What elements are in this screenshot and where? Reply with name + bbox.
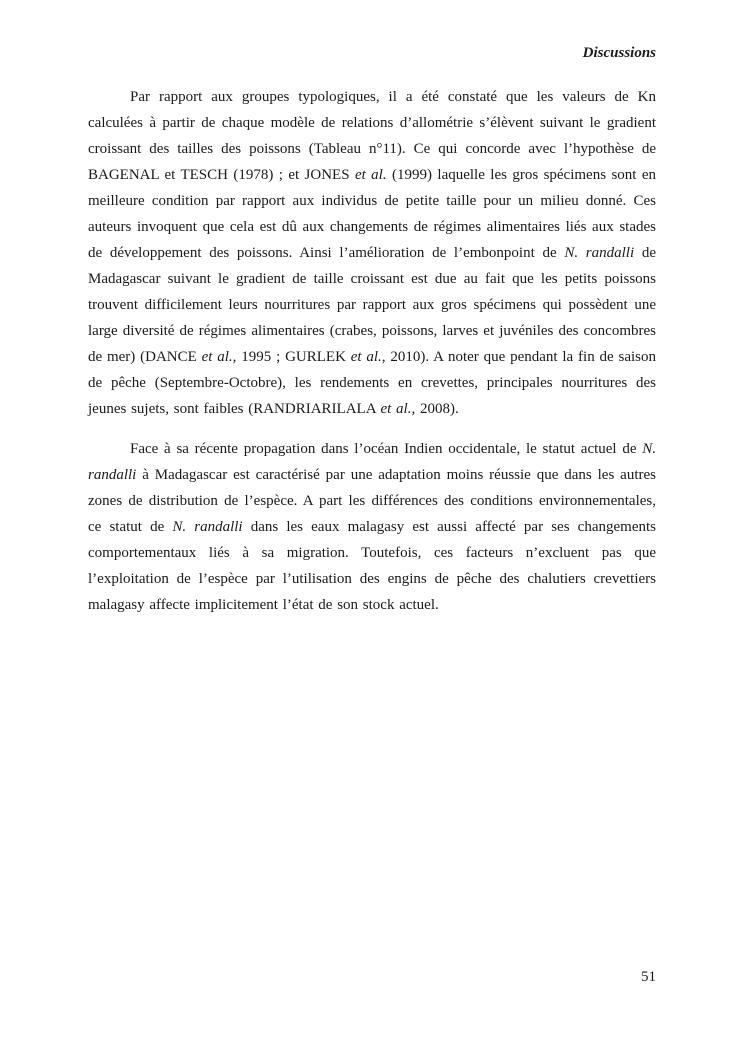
citation-et-al: et al., [201, 349, 237, 365]
paragraph-2 [88, 436, 656, 618]
text-segment: 1995 ; GURLEK [236, 349, 351, 365]
text-segment: 2010). A noter que pendant la fin de saison de pêche (Septembre-Octobre), les rendements en crevettes, principales nourritures des jeunes sujets, sont faibles (RANDRIARILALA [88, 349, 657, 417]
page-number: 51 [641, 969, 656, 985]
species-name: N. randalli [172, 519, 243, 535]
text-segment: 2008). [415, 401, 459, 417]
text-segment: Face à sa récente propagation dans l’océan Indien occidentale, le statut actuel de [130, 441, 643, 457]
body-text [88, 84, 656, 618]
text-segment: dans les eaux malagasy est aussi affecté par ses changements comportementaux liés à sa migration. Toutefois, ces facteurs n’excluent pas que l’exploitation de l’espèce par l’utilisation des engins de pêche des chalutiers crevettiers malagasy affecte implicitement l’état de son stock actuel. [88, 519, 656, 613]
running-header-title: Discussions [582, 45, 656, 61]
citation-et-al: et al., [350, 349, 386, 365]
text-segment: (1999) laquelle les gros spécimens sont en meilleure condition par rapport aux individus de petite taille pour un milieu donné. Ces auteurs invoquent que cela est dû aux changements de régimes alimentaires liés aux stades de développement des poissons. Ainsi l’amélioration de l’embonpoint de [88, 167, 657, 261]
text-segment: à Madagascar est caractérisé par une adaptation moins réussie que dans les autres zones de distribution de l’espèce. A part les différences des conditions environnementales, ce statut de [88, 467, 656, 535]
text-segment: de Madagascar suivant le gradient de taille croissant est due au fait que les petits poissons trouvent difficilement leurs nourritures par rapport aux gros spécimens qui possèdent une large diversité de régimes alimentaires (crabes, poissons, larves et juvéniles des concombres de mer) (DANCE [88, 245, 656, 365]
citation-et-al: et al. [354, 167, 387, 183]
text-segment: Par rapport aux groupes typologiques, il a été constaté que les valeurs de Kn calculées à partir de chaque modèle de relations d’allométrie s’élèvent suivant le gradient croissant des tailles des poissons (Tableau n°11). Ce qui concorde avec l’hypothèse de BAGENAL et TESCH (1978) ; et JONES [88, 89, 656, 183]
species-name: N. randalli [564, 245, 635, 261]
citation-et-al: et al., [380, 401, 416, 417]
species-name: N. randalli [88, 441, 656, 483]
paragraph-1 [88, 84, 656, 422]
